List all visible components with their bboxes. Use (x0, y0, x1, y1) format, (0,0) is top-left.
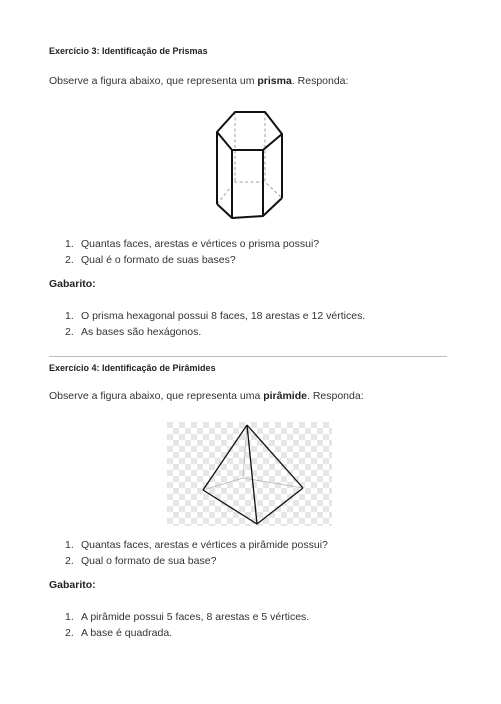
list-item: 2. Qual o formato de sua base? (65, 555, 217, 567)
list-item: 2. Qual é o formato de suas bases? (65, 254, 236, 266)
list-item: 1. Quantas faces, arestas e vértices a pirâmide possui? (65, 539, 328, 551)
hexagonal-prism-figure (205, 104, 295, 226)
exercise-4-questions (49, 537, 328, 569)
exercise-4-title: Exercício 4: Identificação de Pirâmides (49, 363, 216, 373)
list-item: 1. A pirâmide possui 5 faces, 8 arestas e 5 vértices. (65, 611, 310, 623)
square-pyramid-figure (167, 422, 332, 526)
exercise-3-gabarito-label: Gabarito: (49, 278, 96, 290)
exercise-4-intro-text: Observe a figura abaixo, que representa uma (49, 390, 264, 402)
list-item: 2. As bases são hexágonos. (65, 326, 202, 338)
exercise-4-intro (49, 390, 364, 402)
exercise-3-answers (49, 308, 365, 340)
exercise-3-intro-end: . Responda: (291, 75, 349, 87)
exercise-3-intro-text: Observe a figura abaixo, que representa um (49, 75, 258, 87)
exercise-3-title: Exercício 3: Identificação de Prismas (49, 46, 208, 56)
exercise-3-intro (49, 75, 348, 87)
exercise-3-questions (49, 236, 319, 268)
exercise-3-intro-keyword: prisma (257, 75, 292, 87)
exercise-4-answers (49, 609, 309, 641)
exercise-4-intro-end: . Responda: (306, 390, 364, 402)
list-item: 2. A base é quadrada. (65, 627, 173, 639)
section-divider (49, 356, 447, 357)
list-item: 1. Quantas faces, arestas e vértices o prisma possui? (65, 238, 320, 250)
exercise-4-intro-keyword: pirâmide (263, 390, 307, 402)
list-item: 1. O prisma hexagonal possui 8 faces, 18 arestas e 12 vértices. (65, 310, 366, 322)
transparency-background (167, 422, 332, 526)
exercise-4-gabarito-label: Gabarito: (49, 579, 96, 591)
